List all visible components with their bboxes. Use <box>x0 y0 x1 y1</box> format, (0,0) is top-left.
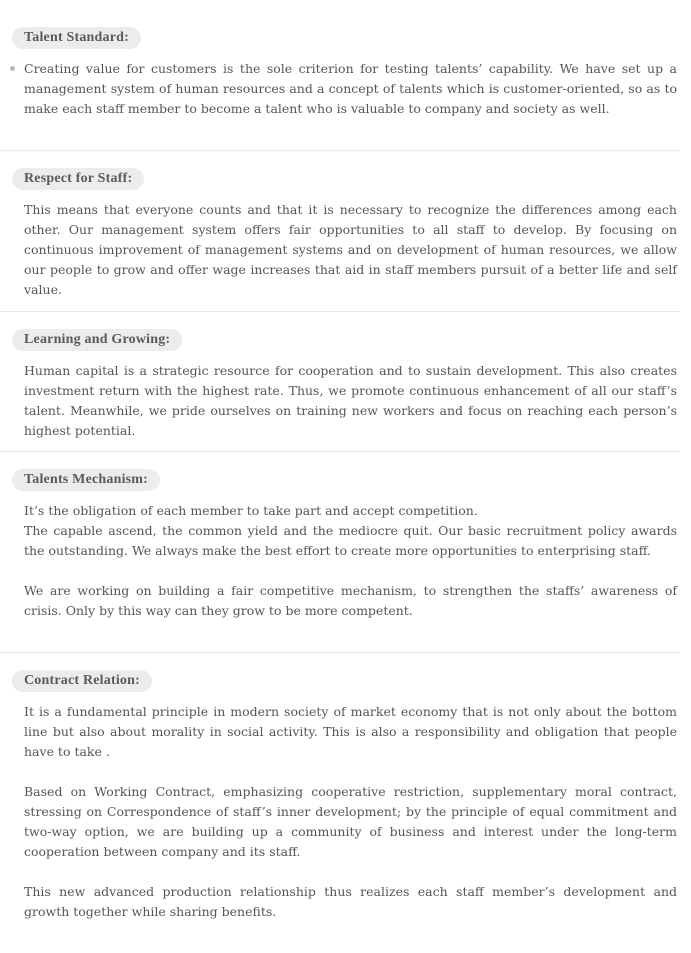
section-learning-and-growing <box>0 312 679 452</box>
section-heading: Talent Standard: <box>12 27 141 49</box>
section-heading: Learning and Growing: <box>12 329 182 351</box>
section-talents-mechanism <box>0 452 679 653</box>
paragraph: It’s the obligation of each member to take part and accept competition. The capable ascend, the common yield and the mediocre quit. Our basic recruitment policy awards the outstanding. We always make the best effort to create more opportunities to enterprising staff. <box>24 503 677 558</box>
section-talent-standard <box>0 0 679 151</box>
paragraph: Human capital is a strategic resource for cooperation and to sustain development. This also creates investment return with the highest rate. Thus, we promote continuous enhancement of all our staff’s talent. Meanwhile, we pride ourselves on training new workers and focus on reaching each person’s highest potential. <box>24 363 677 438</box>
paragraph: This new advanced production relationship thus realizes each staff member’s development and growth together while sharing benefits. <box>24 884 677 919</box>
section-heading: Respect for Staff: <box>12 168 144 190</box>
section-body <box>24 501 677 621</box>
bullet-icon <box>10 66 15 71</box>
paragraph: Based on Working Contract, emphasizing cooperative restriction, supplementary moral contract, stressing on Correspondence of staff’s inner development; by the principle of equal commitment and two-way option, we are building up a community of business and interest under the long-term cooperation between company and its staff. <box>24 784 677 859</box>
paragraph: This means that everyone counts and that it is necessary to recognize the differences among each other. Our management system offers fair opportunities to all staff to develop. By focusing on continuous improvement of management systems and on development of human resources, we allow our people to grow and offer wage increases that aid in staff members pursuit of a better life and self value. <box>24 202 677 297</box>
section-respect-for-staff <box>0 151 679 312</box>
paragraph: We are working on building a fair competitive mechanism, to strengthen the staffs’ awareness of crisis. Only by this way can they grow to be more competent. <box>24 583 677 618</box>
paragraph: It is a fundamental principle in modern society of market economy that is not only about the bottom line but also about morality in social activity. This is also a responsibility and obligation that people have to take . <box>24 704 677 759</box>
section-body <box>24 200 677 300</box>
section-heading: Talents Mechanism: <box>12 469 160 491</box>
section-body <box>24 361 677 441</box>
section-body <box>24 702 677 922</box>
paragraph: Creating value for customers is the sole criterion for testing talents’ capability. We have set up a management system of human resources and a concept of talents which is customer-oriented, so as to make each staff member to become a talent who is valuable to company and society as well. <box>24 61 677 116</box>
section-contract-relation <box>0 653 679 953</box>
section-heading: Contract Relation: <box>12 670 152 692</box>
section-body <box>24 59 677 119</box>
